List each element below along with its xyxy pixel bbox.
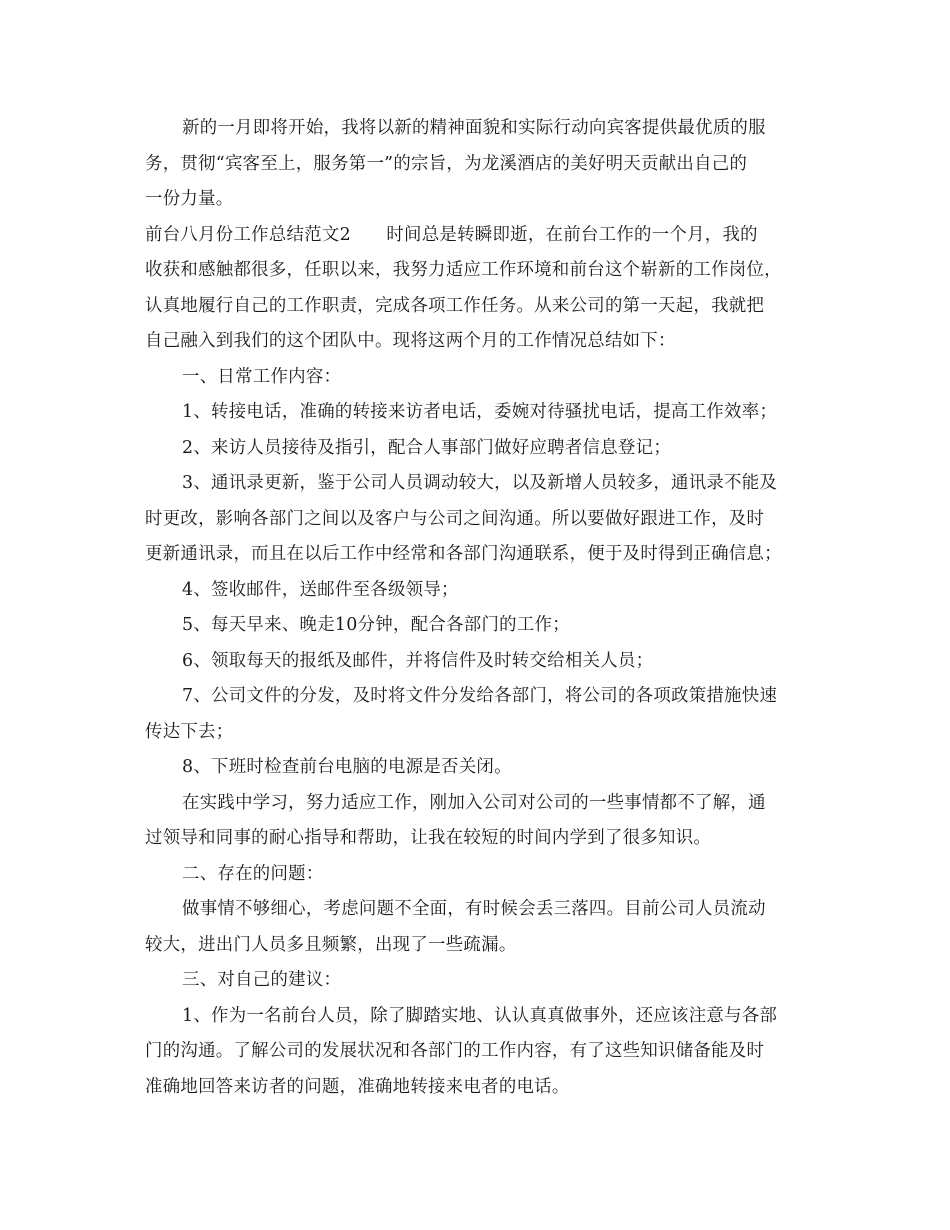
- paragraph-line: 更新通讯录，而且在以后工作中经常和各部门沟通联系，便于及时得到正确信息；: [145, 544, 782, 564]
- paragraph-line: 做事情不够细心，考虑问题不全面，有时候会丢三落四。目前公司人员流动: [182, 899, 766, 919]
- paragraph-line: 时更改，影响各部门之间以及客户与公司之间沟通。所以要做好跟进工作，及时: [145, 508, 765, 529]
- list-item: 8、下班时检查前台电脑的电源是否关闭。: [182, 757, 512, 777]
- subheading-line: 一、日常工作内容：: [182, 366, 342, 387]
- list-item: 4、签收邮件，送邮件至各级领导；: [182, 579, 459, 600]
- paragraph-line: 传达下去；: [145, 721, 234, 742]
- list-item: 2、来访人员接待及指引，配合人事部门做好应聘者信息登记；: [182, 437, 672, 458]
- paragraph-line: 认真地履行自己的工作职责，完成各项工作任务。从来公司的第一天起，我就把: [145, 295, 765, 316]
- paragraph-line: 较大，进出门人员多且频繁，出现了一些疏漏。: [145, 934, 517, 955]
- list-item: 6、领取每天的报纸及邮件，并将信件及时转交给相关人员；: [182, 650, 654, 671]
- paragraph-line: 自己融入到我们的这个团队中。现将这两个月的工作情况总结如下：: [145, 331, 676, 351]
- paragraph-line: 准确地回答来访者的问题，准确地转接来电者的电话。: [145, 1076, 570, 1097]
- paragraph-line: 一份力量。: [145, 189, 234, 209]
- paragraph-line: 新的一月即将开始，我将以新的精神面貌和实际行动向宾客提供最优质的服: [182, 118, 766, 138]
- paragraph-line: 门的沟通。了解公司的发展状况和各部门的工作内容，有了这些知识储备能及时: [145, 1041, 765, 1061]
- list-item: 1、作为一名前台人员，除了脚踏实地、认认真真做事外，还应该注意与各部: [182, 1005, 778, 1026]
- subheading-line: 三、对自己的建议：: [182, 970, 342, 990]
- paragraph-line: 收获和感触都很多，任职以来，我努力适应工作环境和前台这个崭新的工作岗位，: [145, 260, 782, 280]
- subheading-line: 二、存在的问题：: [182, 863, 324, 884]
- list-item: 1、转接电话，准确的转接来访者电话，委婉对待骚扰电话，提高工作效率；: [182, 402, 778, 422]
- paragraph-line: 务，贯彻“宾客至上，服务第一”的宗旨，为龙溪酒店的美好明天贡献出自己的: [145, 153, 748, 174]
- list-item: 3、通讯录更新，鉴于公司人员调动较大，以及新增人员较多，通讯录不能及: [182, 473, 778, 493]
- paragraph-line: 过领导和同事的耐心指导和帮助，让我在较短的时间内学到了很多知识。: [145, 828, 712, 848]
- paragraph-line: 在实践中学习，努力适应工作，刚加入公司对公司的一些事情都不了解，通: [182, 792, 766, 813]
- list-item: 7、公司文件的分发，及时将文件分发给各部门，将公司的各项政策措施快速: [182, 686, 778, 706]
- section-heading-line: 前台八月份工作总结范文2 时间总是转瞬即逝，在前台工作的一个月，我的: [145, 224, 758, 245]
- list-item: 5、每天早来、晚走10分钟，配合各部门的工作；: [182, 615, 570, 635]
